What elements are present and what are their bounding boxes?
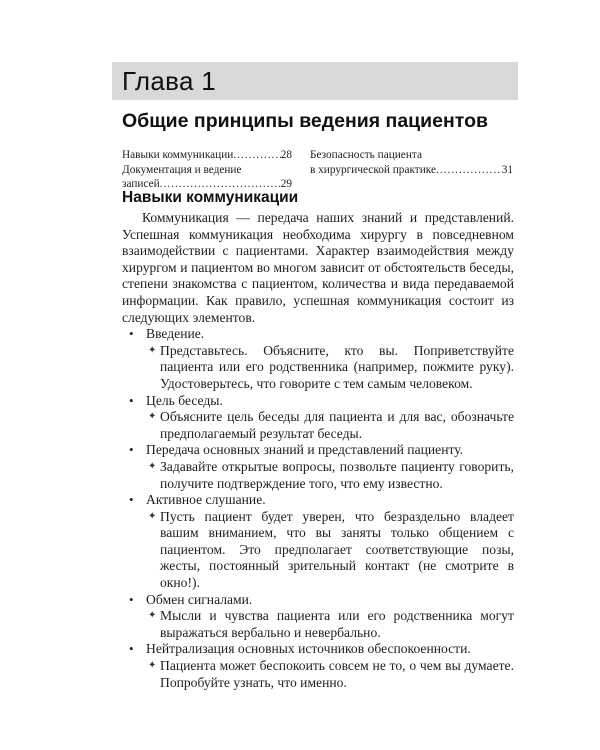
toc-left-column (122, 148, 292, 192)
toc-leader-dots (233, 148, 280, 163)
sub-list-item-text: Пациента может беспокоить совсем не то, о чем вы думаете. Попробуйте узнать, что именно. (160, 658, 514, 690)
sub-list (146, 409, 514, 442)
sub-list-item-text: Пусть пациент будет уверен, что безраздельно владеет вашим вниманием, что вы заняты только общением с пациентом. Это предполагает соответствующие позы, жесты, постоянный зрительный контакт (не смотрите в окно!). (160, 508, 514, 591)
sub-list-item (148, 458, 514, 492)
bullet-icon: • (129, 392, 134, 408)
toc-entry-page: 31 (501, 163, 513, 176)
bullet-icon: • (129, 326, 134, 342)
diamond-bullet-icon: ✦ (148, 510, 157, 522)
chapter-title: Общие принципы ведения пациентов (122, 110, 488, 132)
list-item (129, 392, 514, 443)
toc-entry-label: Документация и ведение (122, 163, 242, 176)
diamond-bullet-icon: ✦ (148, 344, 157, 356)
sub-list-item (148, 342, 514, 393)
sub-list-item-text: Объясните цель беседы для пациента и для вас, обозначьте предполагаемый результат беседы. (160, 409, 514, 441)
sub-list-item (148, 658, 514, 691)
section-body (122, 210, 514, 691)
list-item (129, 641, 514, 691)
toc-entry[interactable] (122, 163, 292, 178)
list-item-label: Цель беседы. (146, 392, 223, 408)
chapter-label: Глава 1 (122, 66, 217, 96)
chapter-header-band (112, 62, 518, 100)
sub-list (146, 509, 514, 592)
toc-entry-page: 28 (280, 149, 292, 161)
list-item-label: Обмен сигналами. (146, 591, 253, 607)
intro-paragraph: Коммуникация — передача наших знаний и представлений. Успешная коммуникация необходима хирургу в повседневном взаимодействии с пациентами. Характер взаимодействия между хирургом и пациентом во многом зависит от обстоятельств беседы, степени знакомства с пациентом, количества и вида передаваемой информации. Как правило, успешная коммуникация состоит из следующих элементов. (122, 210, 514, 325)
sub-list (146, 608, 514, 641)
sub-list-item-text: Мысли и чувства пациента или его родственника могут выражаться вербально и невербально. (160, 608, 514, 640)
bullet-icon: • (129, 591, 134, 607)
toc-entry[interactable] (122, 148, 292, 163)
toc-entry-label: в хирургической практике (310, 163, 437, 176)
list-item (129, 591, 514, 642)
sub-list (146, 658, 514, 691)
diamond-bullet-icon: ✦ (148, 610, 157, 622)
list-item (129, 326, 514, 392)
bullet-icon: • (129, 641, 134, 657)
list-item-label: Передача основных знаний и представлений пациенту. (146, 442, 464, 458)
sub-list (146, 459, 514, 492)
communication-elements-list (122, 326, 514, 691)
sub-list-item (148, 409, 514, 442)
list-item-label: Нейтрализация основных источников обеспокоенности. (146, 641, 471, 657)
sub-list (146, 343, 514, 393)
toc-entry-label: Навыки коммуникации (122, 149, 234, 161)
toc-leader-dots (436, 163, 502, 178)
sub-list-item (148, 508, 514, 592)
toc-entry-label: записей (122, 178, 160, 190)
sub-list-item-text: Представьтесь. Объясните, кто вы. Поприветствуйте пациента или его родственника (например, пожмите руку). Удостоверьтесь, что говорите с тем самым человеком. (160, 342, 514, 391)
list-item-label: Активное слушание. (146, 492, 266, 508)
diamond-bullet-icon: ✦ (148, 460, 157, 472)
sub-list-item (148, 608, 514, 641)
diamond-bullet-icon: ✦ (148, 411, 157, 423)
bullet-icon: • (129, 442, 134, 458)
diamond-bullet-icon: ✦ (148, 660, 157, 672)
bullet-icon: • (129, 492, 134, 508)
section-heading: Навыки коммуникации (122, 189, 299, 206)
toc-entry[interactable] (310, 148, 513, 163)
sub-list-item-text: Задавайте открытые вопросы, позвольте пациенту говорить, получите подтверждение того, что ему известно. (160, 458, 514, 491)
list-item (129, 492, 514, 592)
toc-entry[interactable] (310, 163, 513, 178)
list-item (129, 442, 514, 492)
toc-entry-page: 29 (280, 178, 292, 190)
list-item-label: Введение. (146, 326, 205, 342)
toc-entry-label: Безопасность пациента (310, 149, 422, 161)
toc-right-column (310, 148, 513, 177)
